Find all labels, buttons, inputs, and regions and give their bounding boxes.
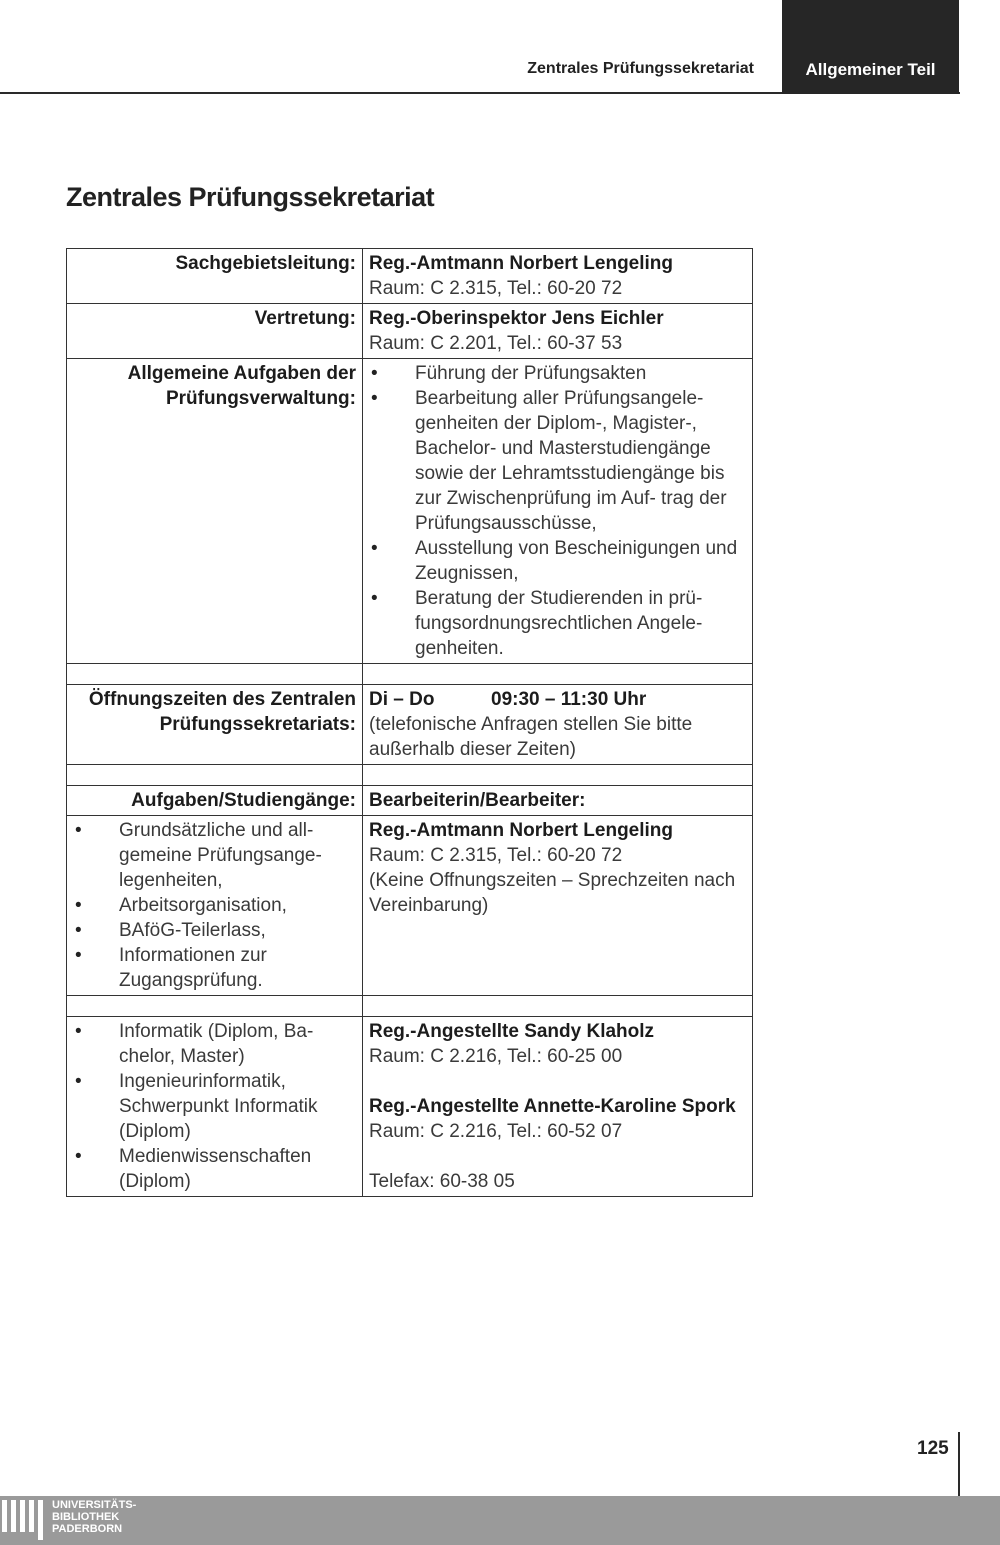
- library-name: [52, 1499, 136, 1535]
- running-header-tab-label: Allgemeiner Teil: [805, 60, 936, 79]
- running-header-tab: [782, 0, 959, 94]
- col-header-bearbeiter: Bearbeiterin/Bearbeiter:: [363, 786, 753, 816]
- group2-list: [73, 1019, 356, 1194]
- list-item: • Grundsätzliche und all- gemeine Prüfungsange- legenheiten,: [73, 818, 356, 893]
- group1-person: [363, 816, 753, 996]
- library-logo-icon: [2, 1500, 44, 1540]
- library-name-line3: PADERBORN: [52, 1523, 123, 1535]
- list-item: • Bearbeitung aller Prüfungsangele- genheiten der Diplom-, Magister-, Bachelor- und Masterstudiengänge sowie der Lehramtsstudiengänge bis zur Zwischenprüfung im Auf- trag der Prüfungsausschüsse,: [369, 386, 746, 536]
- spacer-row: [67, 664, 753, 685]
- group1-row: [67, 816, 753, 996]
- vertretung-name: Reg.-Oberinspektor Jens Eichler: [369, 308, 664, 329]
- group2-fax: Telefax: 60-38 05: [369, 1171, 515, 1192]
- group2-row: [67, 1017, 753, 1197]
- zustaendig-header-row: [67, 786, 753, 816]
- aufgaben-list: [369, 361, 746, 661]
- list-item: • Ingenieurinformatik, Schwerpunkt Informatik (Diplom): [73, 1069, 356, 1144]
- group2-person1-contact: Raum: C 2.216, Tel.: 60-25 00: [369, 1046, 623, 1067]
- group1-name: Reg.-Amtmann Norbert Lengeling: [369, 820, 674, 841]
- group2-person1-name: Reg.-Angestellte Sandy Klaholz: [369, 1021, 655, 1042]
- group2-person2-contact: Raum: C 2.216, Tel.: 60-52 07: [369, 1121, 623, 1142]
- vertretung-contact: Raum: C 2.201, Tel.: 60-37 53: [369, 333, 623, 354]
- vertretung-value: [363, 304, 753, 359]
- leitung-label: Sachgebietsleitung:: [67, 249, 363, 304]
- spacer-row: [67, 765, 753, 786]
- leitung-value: [363, 249, 753, 304]
- leitung-row: [67, 249, 753, 304]
- vertretung-label: Vertretung:: [67, 304, 363, 359]
- library-name-line2: BIBLIOTHEK: [52, 1511, 120, 1523]
- group1-contact: Raum: C 2.315, Tel.: 60-20 72: [369, 845, 623, 866]
- contact-table: [66, 248, 753, 1197]
- list-item: • Ausstellung von Bescheinigungen und Zeugnissen,: [369, 536, 746, 586]
- group1-tasks: [67, 816, 363, 996]
- list-item: • Informatik (Diplom, Ba- chelor, Master): [73, 1019, 356, 1069]
- list-item: • Informationen zur Zugangsprüfung.: [73, 943, 356, 993]
- leitung-name: Reg.-Amtmann Norbert Lengeling: [369, 253, 674, 274]
- group1-list: [73, 818, 356, 993]
- page-number: 125: [917, 1438, 949, 1459]
- aufgaben-row: [67, 359, 753, 664]
- col-header-aufgaben: Aufgaben/Studiengänge:: [67, 786, 363, 816]
- group2-person2-name: Reg.-Angestellte Annette-Karoline Spork: [369, 1096, 736, 1117]
- aufgaben-list-cell: [363, 359, 753, 664]
- group2-tasks: [67, 1017, 363, 1197]
- aufgaben-label-line1: Allgemeine Aufgaben der: [127, 363, 356, 384]
- spacer-row: [67, 996, 753, 1017]
- aufgaben-label-line2: Prüfungsverwaltung:: [165, 388, 356, 409]
- page-title: Zentrales Prüfungssekretariat: [66, 182, 435, 212]
- list-item: • Beratung der Studierenden in prü- fungsordnungsrechtlichen Angele- genheiten.: [369, 586, 746, 661]
- opening-days: Di – Do: [369, 689, 435, 710]
- oeffnung-label-line2: Prüfungssekretariats:: [159, 714, 356, 735]
- leitung-contact: Raum: C 2.315, Tel.: 60-20 72: [369, 278, 623, 299]
- oeffnung-label-line1: Öffnungszeiten des Zentralen: [88, 689, 356, 710]
- opening-time: 09:30 – 11:30 Uhr: [491, 689, 647, 710]
- running-header-section: Zentrales Prüfungssekretariat: [527, 60, 754, 77]
- oeffnung-label: [67, 685, 363, 765]
- group2-persons: [363, 1017, 753, 1197]
- list-item: • Medienwissenschaften (Diplom): [73, 1144, 356, 1194]
- group1-note: (Keine Offnungszeiten – Sprechzeiten nach Vereinbarung): [369, 870, 736, 916]
- list-item: • BAföG-Teilerlass,: [73, 918, 356, 943]
- opening-hours: [369, 687, 746, 712]
- vertretung-row: [67, 304, 753, 359]
- oeffnung-value: [363, 685, 753, 765]
- library-footer: [0, 1496, 1000, 1545]
- library-name-line1: UNIVERSITÄTS-: [52, 1499, 137, 1511]
- list-item: • Arbeitsorganisation,: [73, 893, 356, 918]
- opening-note: (telefonische Anfragen stellen Sie bitte außerhalb dieser Zeiten): [369, 714, 693, 760]
- oeffnung-row: [67, 685, 753, 765]
- page-number-rule: [958, 1432, 960, 1496]
- list-item: • Führung der Prüfungsakten: [369, 361, 746, 386]
- aufgaben-label: [67, 359, 363, 664]
